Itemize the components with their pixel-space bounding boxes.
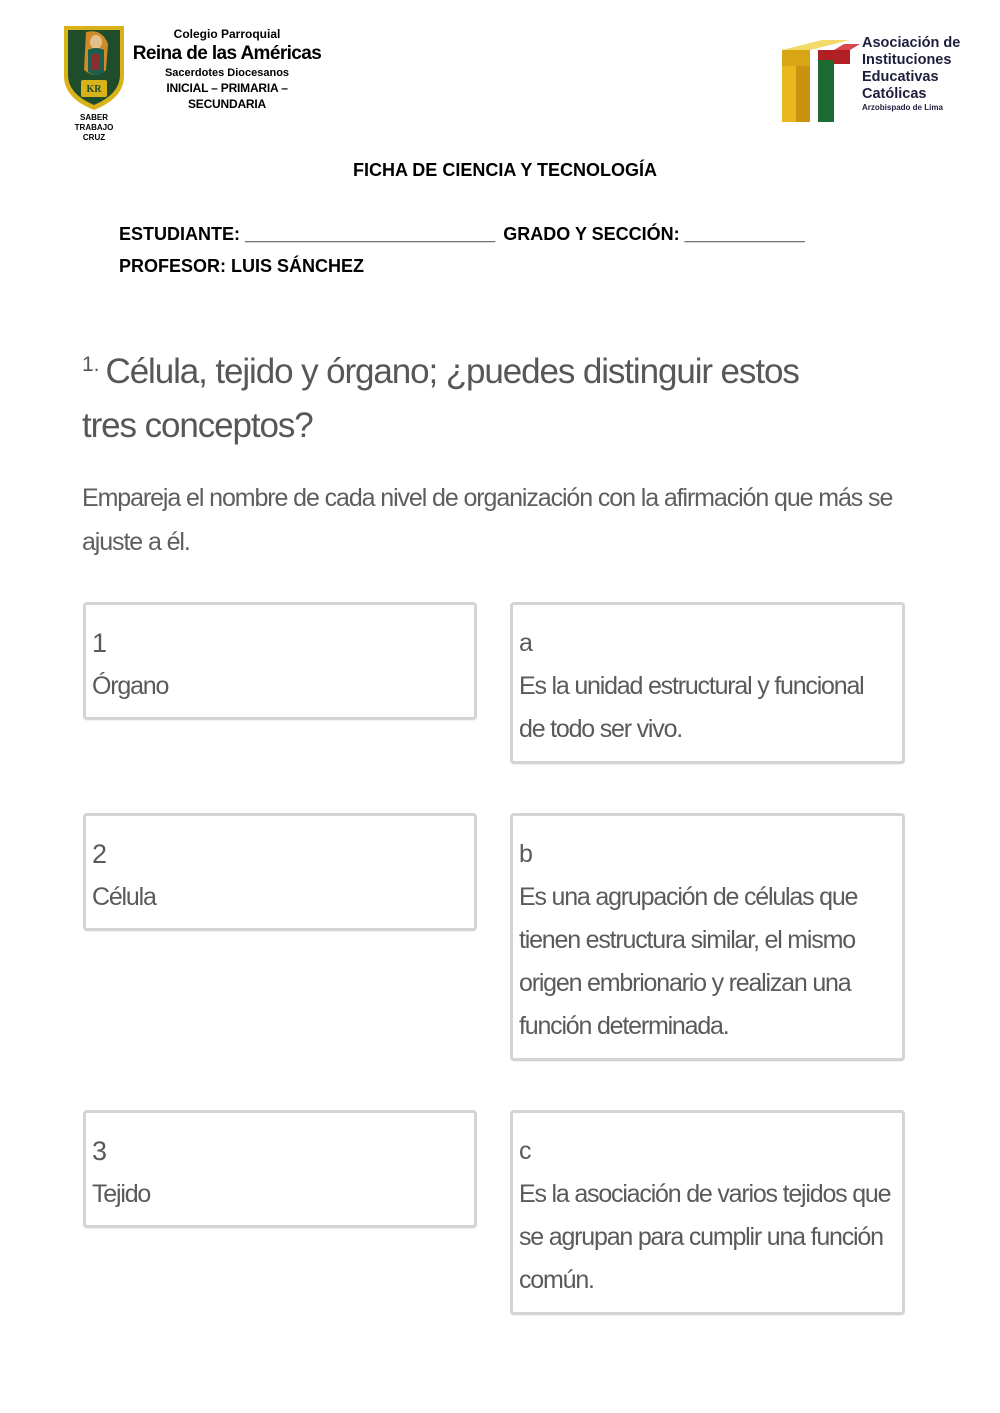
term-number: 1 bbox=[92, 628, 107, 658]
definition-letter: b bbox=[519, 840, 532, 868]
definition-card[interactable] bbox=[510, 1110, 905, 1315]
definition-letter: c bbox=[519, 1137, 531, 1165]
school-name-block bbox=[126, 27, 328, 112]
definition-letter: a bbox=[519, 629, 532, 657]
school-name: Reina de las Américas bbox=[132, 43, 322, 64]
school-levels: INICIAL – PRIMARIA – SECUNDARIA bbox=[166, 81, 288, 111]
definition-text: Es la unidad estructural y funcional de todo ser vivo. bbox=[519, 672, 864, 743]
term-text: Órgano bbox=[92, 672, 169, 700]
shield-emblem-mark: KR bbox=[86, 84, 102, 95]
question-text: Célula, tejido y órgano; ¿puedes distinguir estos tres conceptos? bbox=[82, 352, 799, 445]
question-number: 1. bbox=[82, 353, 100, 376]
term-card[interactable] bbox=[83, 602, 477, 720]
term-number: 2 bbox=[92, 839, 107, 869]
association-line: Instituciones bbox=[862, 52, 952, 68]
definition-card[interactable] bbox=[510, 602, 905, 764]
association-line: Asociación de bbox=[862, 35, 961, 51]
grade-section-field[interactable]: GRADO Y SECCIÓN: ____________ bbox=[503, 224, 805, 244]
term-number: 3 bbox=[92, 1136, 107, 1166]
student-info-line bbox=[119, 222, 805, 246]
association-name bbox=[862, 35, 992, 113]
association-subline: Arzobispado de Lima bbox=[862, 103, 943, 112]
association-line: Católicas bbox=[862, 86, 927, 102]
document-title: FICHA DE CIENCIA Y TECNOLOGÍA bbox=[352, 160, 658, 180]
term-card[interactable] bbox=[83, 813, 477, 931]
term-text: Tejido bbox=[92, 1180, 151, 1208]
association-line: Educativas bbox=[862, 69, 939, 85]
definition-card[interactable] bbox=[510, 813, 905, 1061]
definition-text: Es la asociación de varios tejidos que se agrupan para cumplir una función común. bbox=[519, 1180, 891, 1294]
school-motto bbox=[62, 113, 126, 143]
teacher-line: PROFESOR: LUIS SÁNCHEZ bbox=[119, 256, 365, 276]
school-shield-logo bbox=[62, 24, 126, 112]
question-title bbox=[82, 338, 802, 453]
definition-text: Es una agrupación de células que tienen estructura similar, el mismo origen embrionario y realizan una función determinada. bbox=[519, 883, 858, 1040]
school-subtitle: Sacerdotes Diocesanos bbox=[164, 67, 290, 79]
school-kicker: Colegio Parroquial bbox=[173, 27, 281, 41]
student-field[interactable]: ESTUDIANTE: _________________________ bbox=[119, 224, 496, 244]
motto-line: TRABAJO bbox=[74, 123, 114, 132]
term-card[interactable] bbox=[83, 1110, 477, 1228]
association-logo bbox=[778, 34, 860, 126]
question-instruction: Empareja el nombre de cada nivel de organización con la afirmación que más se ajuste a él. bbox=[82, 484, 893, 556]
term-text: Célula bbox=[92, 883, 156, 911]
motto-line: CRUZ bbox=[82, 133, 106, 142]
motto-line: SABER bbox=[79, 113, 108, 122]
